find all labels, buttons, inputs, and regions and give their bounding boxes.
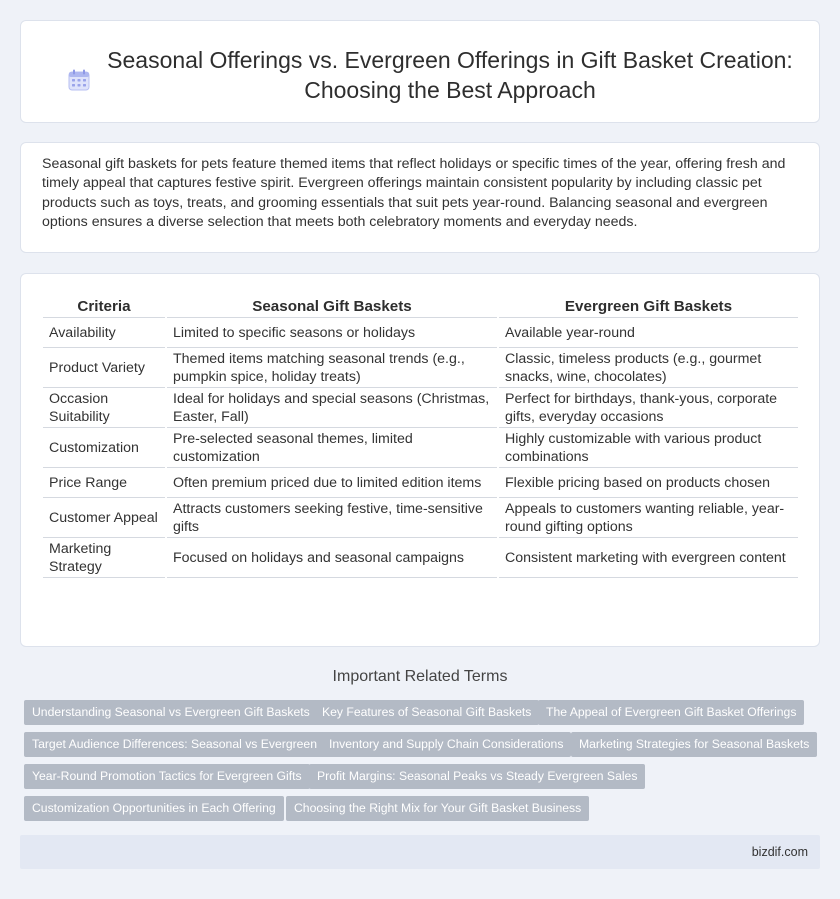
table-cell-evergreen: Flexible pricing based on products chosen bbox=[499, 468, 798, 498]
table-row bbox=[43, 318, 798, 348]
footer bbox=[20, 835, 820, 869]
table-row bbox=[43, 388, 798, 428]
column-header-evergreen: Evergreen Gift Baskets bbox=[499, 296, 798, 318]
table-cell-evergreen: Perfect for birthdays, thank-yous, corporate gifts, everyday occasions bbox=[499, 388, 798, 428]
table-row bbox=[43, 348, 798, 388]
page-title: Seasonal Offerings vs. Evergreen Offerings in Gift Basket Creation: Choosing the Best Approach bbox=[107, 47, 793, 103]
footer-site-link[interactable]: bizdif.com bbox=[751, 845, 808, 859]
table-cell-seasonal: Focused on holidays and seasonal campaigns bbox=[167, 538, 497, 578]
related-term-tag[interactable]: Year-Round Promotion Tactics for Evergreen Gifts bbox=[24, 764, 310, 789]
table-cell-seasonal: Pre-selected seasonal themes, limited customization bbox=[167, 428, 497, 468]
column-header-seasonal: Seasonal Gift Baskets bbox=[167, 296, 497, 318]
related-term-tag[interactable]: Choosing the Right Mix for Your Gift Basket Business bbox=[286, 796, 589, 821]
table-cell-seasonal: Attracts customers seeking festive, time-sensitive gifts bbox=[167, 498, 497, 538]
table-row bbox=[43, 498, 798, 538]
intro-paragraph: Seasonal gift baskets for pets feature themed items that reflect holidays or specific times of the year, offering fresh and timely appeal that captures festive spirit. Evergreen offerings maintain consistent popularity by including classic pet products such as toys, treats, and grooming essentials that suit pets year-round. Balancing seasonal and evergreen options ensures a diverse selection that meets both celebratory moments and everyday needs. bbox=[42, 156, 786, 230]
calendar-icon bbox=[68, 69, 90, 91]
table-cell-criteria: Product Variety bbox=[43, 348, 165, 388]
related-term-tag[interactable]: The Appeal of Evergreen Gift Basket Offerings bbox=[538, 700, 804, 725]
table-row bbox=[43, 428, 798, 468]
table-cell-evergreen: Consistent marketing with evergreen content bbox=[499, 538, 798, 578]
related-term-tag[interactable]: Key Features of Seasonal Gift Baskets bbox=[314, 700, 539, 725]
intro-card bbox=[20, 142, 820, 253]
table-cell-criteria: Occasion Suitability bbox=[43, 388, 165, 428]
table-cell-evergreen: Appeals to customers wanting reliable, year-round gifting options bbox=[499, 498, 798, 538]
related-term-tag[interactable]: Profit Margins: Seasonal Peaks vs Steady Evergreen Sales bbox=[309, 764, 645, 789]
table-cell-evergreen: Available year-round bbox=[499, 318, 798, 348]
table-cell-criteria: Availability bbox=[43, 318, 165, 348]
table-cell-seasonal: Ideal for holidays and special seasons (Christmas, Easter, Fall) bbox=[167, 388, 497, 428]
related-term-tag[interactable]: Target Audience Differences: Seasonal vs Evergreen bbox=[24, 732, 325, 757]
table-row bbox=[43, 468, 798, 498]
table-cell-evergreen: Classic, timeless products (e.g., gourmet snacks, wine, chocolates) bbox=[499, 348, 798, 388]
related-term-tag[interactable]: Customization Opportunities in Each Offering bbox=[24, 796, 284, 821]
comparison-card bbox=[20, 273, 820, 647]
table-cell-seasonal: Themed items matching seasonal trends (e.g., pumpkin spice, holiday treats) bbox=[167, 348, 497, 388]
comparison-table bbox=[41, 296, 800, 578]
table-cell-criteria: Marketing Strategy bbox=[43, 538, 165, 578]
related-term-tag[interactable]: Inventory and Supply Chain Considerations bbox=[321, 732, 571, 757]
table-header-row bbox=[43, 296, 798, 318]
table-cell-criteria: Customer Appeal bbox=[43, 498, 165, 538]
title-card bbox=[20, 20, 820, 123]
table-cell-seasonal: Limited to specific seasons or holidays bbox=[167, 318, 497, 348]
table-cell-seasonal: Often premium priced due to limited edition items bbox=[167, 468, 497, 498]
related-term-tag[interactable]: Understanding Seasonal vs Evergreen Gift Baskets bbox=[24, 700, 318, 725]
table-cell-evergreen: Highly customizable with various product combinations bbox=[499, 428, 798, 468]
table-cell-criteria: Price Range bbox=[43, 468, 165, 498]
table-cell-criteria: Customization bbox=[43, 428, 165, 468]
related-terms-title: Important Related Terms bbox=[332, 668, 508, 685]
table-row bbox=[43, 538, 798, 578]
column-header-criteria: Criteria bbox=[43, 296, 165, 318]
related-term-tag[interactable]: Marketing Strategies for Seasonal Baskets bbox=[571, 732, 817, 757]
